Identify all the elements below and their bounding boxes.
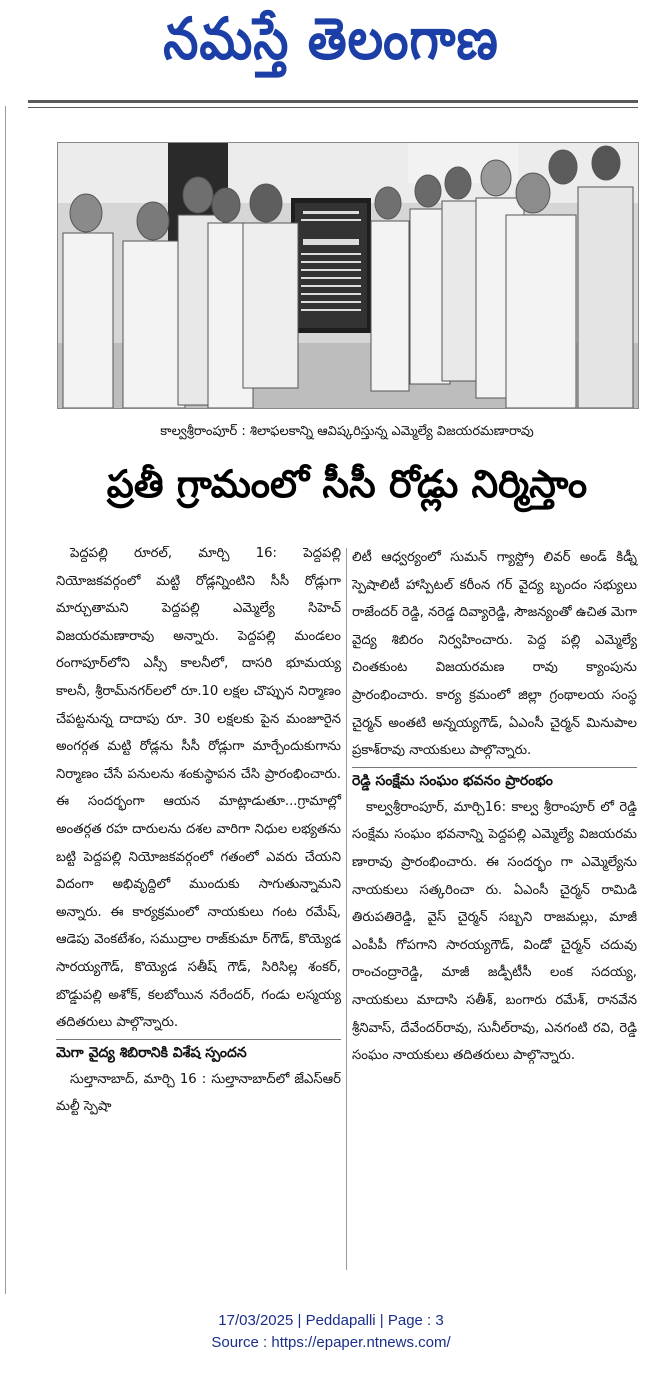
photo-caption: కాల్వశ్రీరాంపూర్ : శిలాఫలకాన్ని ఆవిష్కరిస్తున్న ఎమ్మెల్యే విజయరమణారావు [160,424,534,439]
article-paragraph: సుల్తానాబాద్, మార్చి 16 : సుల్తానాబాద్‌లో జేఎస్ఆర్ మల్టీ స్పెషా [56,1071,341,1115]
article-column-right [352,544,637,1070]
article-subhead: రెడ్డి సంక్షేమ సంఘం భవనం ప్రారంభం [352,767,637,794]
article-subhead: మెగా వైద్య శిబిరానికి విశేష స్పందన [56,1039,341,1066]
page-left-rule [5,106,6,1294]
masthead-rule-thin [28,107,638,108]
article-headline: ప్రతీ గ్రామంలో సీసీ రోడ్లు నిర్మిస్తాం [106,462,588,506]
page-footer [0,1310,662,1354]
article-paragraph: పెద్దపల్లి రూరల్, మార్చి 16: పెద్దపల్లి నియోజకవర్గంలో మట్టి రోడ్లన్నింటిని సీసీ రోడ్లుగా మార్చుతామని పెద్దపల్లి ఎమ్మెల్యే సిహెచ్ విజయరమణారావు అన్నారు. పెద్దపల్లి మండలం రంగాపూర్‌లోని ఎస్సీ కాలనీలో, దాసరి భూమయ్య కాలనీ, శ్రీరామ్‌నగర్‌లలో రూ.10 లక్షల చొప్పున నిర్మాణం చేపట్టనున్న దాదాపు రూ. 30 లక్షలకు పైన మంజూరైన అంగర్గత మట్టి రోడ్లను సీసీ రోడ్లుగా మార్చేందుకుగాను నిర్మాణం చేసే పనులను శంకుస్థాపన చేసి ప్రారంభించారు. ఈ సందర్భంగా ఆయన మాట్లాడుతూ...గ్రామాల్లో అంతర్గత రహ దారులను దశల వారిగా నిధుల లభ్యతను బట్టి పెద్దపల్లి నియోజకవర్గంలో గతంలో ఎవరు చేయని విదంగా అభివృద్దిలో ముందుకు సాగుతున్నామని అన్నారు. ఈ కార్యక్రమంలో నాయకులు గంట రమేష్, ఆడెపు వెంకటేశం, సముద్రాల రాజ్‌కుమా ర్‌గౌడ్, కొయ్యెడ సారయ్యగౌడ్, కొయ్యెడ సతీష్ గౌడ్, సిరిసిల్ల శంకర్, బొడ్డుపల్లి అశోక్, కలబోయిన నరేందర్, గండు లస్మయ్య తదితరులు పాల్గొన్నారు. [56,546,341,1031]
newspaper-title: నమస్తే తెలంగాణ [163,5,499,72]
masthead [0,0,662,92]
photo-icon [58,143,638,408]
masthead-rule-thick [28,100,638,103]
article-column-left [56,540,341,1121]
footer-source-link[interactable]: Source : https://epaper.ntnews.com/ [211,1334,451,1351]
article-paragraph: లిటీ ఆధ్వర్యంలో సుమన్ గ్యాస్ట్రో లివర్ అండ్ కిడ్నీ స్పెషాలిటీ హాస్పిటల్ కరీంన గర్ వైద్య బృందం సభ్యులు రాజేందర్ రెడ్డి, నరెడ్డ దివ్యారెడ్డి, సౌజన్యంతో ఉచిత మెగా వైద్య శిబిరం నిర్వహించారు. పెద్ద పల్లి ఎమ్మెల్యే చింతకుంట విజయరమణ రావు క్యాంపును ప్రారంభించారు. కార్య క్రమంలో జిల్లా గ్రంథాలయ సంస్థ చైర్మన్ అంతటి అన్నయ్యగౌడ్, ఏఎంసీ చైర్మన్ మినుపాల ప్రకాశ్‌రావు నాయకులు పాల్గొన్నారు. [352,550,637,759]
news-photo [57,142,639,409]
column-divider [346,548,347,1270]
article-paragraph: కాల్వశ్రీరాంపూర్, మార్చి16: కాల్వ శ్రీరాంపూర్ లో రెడ్డి సంక్షేమ సంఘం భవనాన్ని పెద్దపల్లి ఎమ్మెల్యే విజయరమ ణారావు ప్రారంభించారు. ఈ సందర్భం గా ఎమ్మెల్యేను నాయకులు సత్కరించా రు. ఏఎంసీ చైర్మన్ రామిడి తిరుపతిరెడ్డి, వైస్ చైర్మన్ సబ్బని రాజమల్లు, మాజీ ఎంపీపీ గోపగాని సారయ్యగౌడ్, విండో చైర్మన్ చదువు రాంచంద్రారెడ్డి, మాజీ జడ్పీటీసీ లంక సదయ్య, నాయకులు మాదాసి సతీశ్, బంగారు రమేశ్, రానవేన శ్రీనివాస్, దేవేందర్‌రావు, సునీల్‌రావు, ఎనగంటి రవి, రెడ్డి సంఘం నాయకులు తదితరులు పాల్గొన్నారు. [352,799,637,1064]
footer-dateline: 17/03/2025 | Peddapalli | Page : 3 [218,1312,444,1329]
